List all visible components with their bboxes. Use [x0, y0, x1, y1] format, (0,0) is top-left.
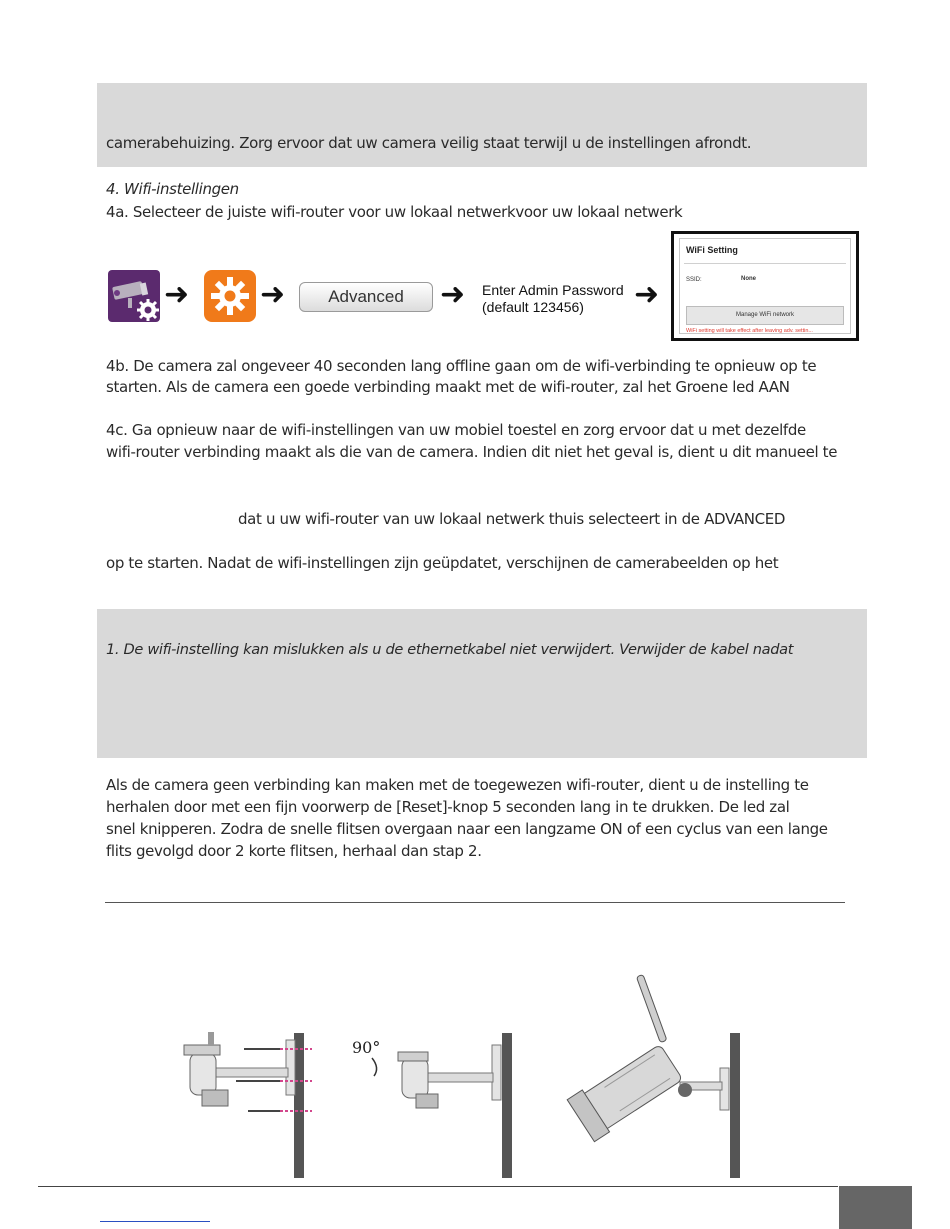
reset-line4: flits gevolgd door 2 korte flitsen, herhaal dan stap 2. [106, 842, 482, 860]
wifi-setting-panel [671, 231, 859, 341]
step-4c-line2: wifi-router verbinding maakt als die van de camera. Indien dit niet het geval is, dient u dit manueel te [106, 443, 838, 461]
wifi-setting-title: WiFi Setting [686, 245, 738, 255]
divider [684, 263, 846, 264]
rotation-angle-label: 90° [352, 1038, 381, 1057]
bracket-screws-illustration [184, 1032, 312, 1178]
advanced-button[interactable]: Advanced [299, 282, 433, 312]
mounting-illustration [140, 970, 760, 1189]
step-4b-line2: starten. Als de camera een goede verbinding maakt met de wifi-router, zal het Groene led AAN [106, 378, 790, 396]
admin-password-hint [482, 282, 624, 316]
section-divider [105, 902, 845, 903]
reset-line3: snel knipperen. Zodra de snelle flitsen overgaan naar een langzame ON of een cyclus van een lange [106, 820, 828, 838]
ssid-value: None [741, 276, 756, 282]
bracket-rotation-illustration [372, 1033, 512, 1178]
arrow-right-icon: ➜ [440, 277, 466, 312]
note-box [97, 609, 867, 758]
page-number-tab [839, 1186, 912, 1229]
gear-icon [204, 270, 256, 322]
arrow-right-icon: ➜ [260, 277, 286, 312]
footer-divider [38, 1186, 838, 1187]
step-4b-line1: 4b. De camera zal ongeveer 40 seconden lang offline gaan om de wifi-verbinding te opnieuw op te [106, 357, 817, 375]
step-4a-text: 4a. Selecteer de juiste wifi-router voor uw lokaal netwerkvoor uw lokaal netwerk [106, 203, 683, 221]
notice-top-text: camerabehuizing. Zorg ervoor dat uw camera veilig staat terwijl u de instellingen afrondt. [106, 134, 752, 152]
camera-mounted-illustration [567, 974, 740, 1178]
footer-link-underline[interactable] [100, 1221, 210, 1222]
arrow-right-icon: ➜ [634, 277, 660, 312]
admin-password-line2: (default 123456) [482, 299, 584, 315]
arrow-right-icon: ➜ [164, 277, 190, 312]
notice-box-top [97, 83, 867, 167]
note-line1: 1. De wifi-instelling kan mislukken als u de ethernetkabel niet verwijdert. Verwijder de kabel nadat [106, 641, 794, 658]
reset-line2: herhalen door met een fijn voorwerp de [Reset]-knop 5 seconden lang in te drukken. De led zal [106, 798, 790, 816]
step-4c-line1: 4c. Ga opnieuw naar de wifi-instellingen van uw mobiel toestel en zorg ervoor dat u met dezelfde [106, 421, 806, 439]
admin-password-line1: Enter Admin Password [482, 282, 624, 298]
wifi-setting-note: WiFi setting will take effect after leaving adv. settin... [686, 328, 813, 334]
step-4c-line4: op te starten. Nadat de wifi-instellingen zijn geüpdatet, verschijnen de camerabeelden op het [106, 554, 779, 572]
step-4c-line3: dat u uw wifi-router van uw lokaal netwerk thuis selecteert in de ADVANCED [238, 510, 786, 528]
camera-settings-icon [108, 270, 160, 322]
ssid-label: SSID: [686, 277, 702, 283]
manage-wifi-button[interactable]: Manage WiFi network [686, 306, 844, 325]
section-heading: 4. Wifi-instellingen [106, 180, 239, 198]
wifi-setting-frame [679, 238, 851, 334]
reset-line1: Als de camera geen verbinding kan maken met de toegewezen wifi-router, dient u de instelling te [106, 776, 809, 794]
